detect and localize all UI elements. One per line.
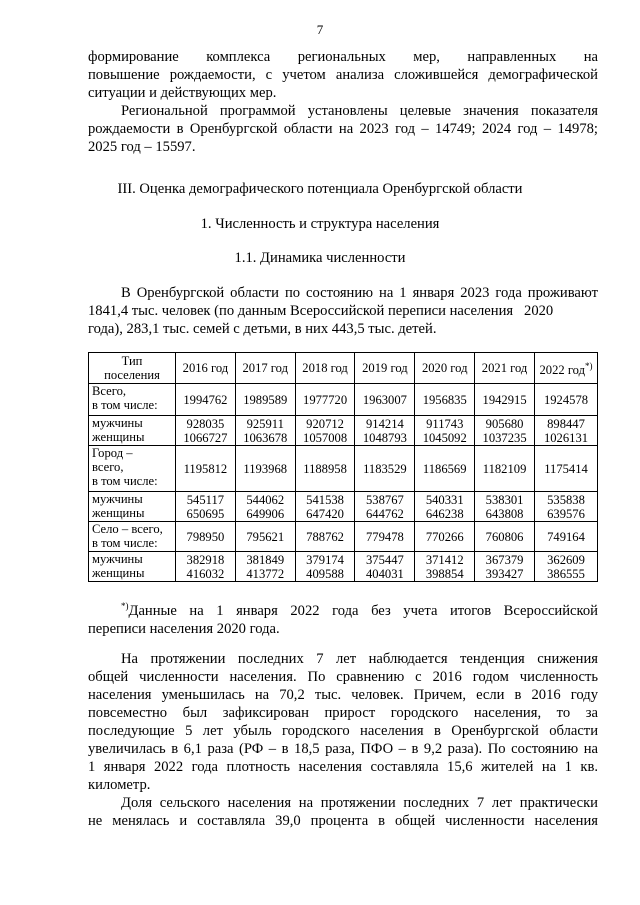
footnote-mark: *)	[121, 601, 129, 611]
population-table	[88, 352, 598, 582]
row-label: Село – всего, в том числе:	[89, 522, 176, 552]
header-year-2022	[535, 353, 598, 384]
table-cell: 1195812	[176, 446, 236, 492]
table-cell: 925911 1063678	[235, 416, 295, 446]
subsubsection-heading: 1.1. Динамика численности	[234, 250, 406, 266]
intro-line: формирование комплекса региональных мер, направленных на	[88, 49, 598, 65]
lead-line: 1841,4 тыс. человек (по данным Всероссийской переписи населения 2020	[88, 303, 554, 319]
body-line: километр.	[88, 777, 151, 793]
table-cell: 788762	[295, 522, 355, 552]
intro-paragraph	[88, 48, 598, 156]
intro-line: рождаемости в Оренбургской области на 2023 год – 14749; 2024 год – 14978;	[88, 121, 598, 137]
header-year: 2016 год	[176, 353, 236, 384]
body-line: На протяжении последних 7 лет наблюдается тенденция снижения	[121, 651, 598, 667]
table-cell: 928035 1066727	[176, 416, 236, 446]
body-line: последующие 5 лет убыль городского населения в Оренбургской области	[88, 723, 598, 739]
table-cell: 367379 393427	[475, 552, 535, 582]
year-label: 2022 год	[539, 363, 586, 378]
table-cell: 749164	[535, 522, 598, 552]
table-cell: 1186569	[415, 446, 475, 492]
table-row	[89, 552, 598, 582]
table-cell: 1188958	[295, 446, 355, 492]
table-cell: 379174 409588	[295, 552, 355, 582]
body-line: повсеместно был зафиксирован прирост городского населения, то за	[88, 705, 598, 721]
table-row	[89, 446, 598, 492]
header-year: 2018 год	[295, 353, 355, 384]
footnote	[88, 597, 598, 638]
table-cell: 1989589	[235, 384, 295, 416]
table-cell: 538301 643808	[475, 492, 535, 522]
header-year: 2019 год	[355, 353, 415, 384]
table-cell: 362609 386555	[535, 552, 598, 582]
table-cell: 760806	[475, 522, 535, 552]
table-cell: 381849 413772	[235, 552, 295, 582]
body-line: не менялась и составляла 39,0 процента в общей численности населения	[88, 813, 598, 829]
table-cell: 1183529	[355, 446, 415, 492]
lead-paragraph	[88, 284, 598, 338]
table-header-row	[89, 353, 598, 384]
table-cell: 798950	[176, 522, 236, 552]
table-cell: 371412 398854	[415, 552, 475, 582]
body-line: увеличилась в 6,1 раза (РФ – в 18,5 раза, ПФО – в 9,2 раза). По состоянию на	[88, 741, 598, 757]
row-label: мужчины женщины	[89, 416, 176, 446]
table-row	[89, 384, 598, 416]
intro-line: ситуации и действующих мер.	[88, 85, 277, 101]
body-line: 1 января 2022 года плотность населения составляла 15,6 жителей на 1 кв.	[88, 759, 598, 775]
table-cell: 1193968	[235, 446, 295, 492]
table-cell: 375447 404031	[355, 552, 415, 582]
footnote-line	[88, 597, 598, 620]
table-cell: 544062 649906	[235, 492, 295, 522]
footnote-line: переписи населения 2020 года.	[88, 620, 280, 637]
body-paragraph-2	[88, 794, 598, 830]
body-line: общей численности населения. По сравнению с 2016 годом численность	[88, 669, 598, 685]
footnote-text: Данные на 1 января 2022 года без учета итогов Всероссийской	[128, 602, 598, 619]
table-row	[89, 492, 598, 522]
row-label: мужчины женщины	[89, 492, 176, 522]
row-label: мужчины женщины	[89, 552, 176, 582]
table-cell: 770266	[415, 522, 475, 552]
table-cell: 1956835	[415, 384, 475, 416]
table-cell: 1994762	[176, 384, 236, 416]
table-cell: 914214 1048793	[355, 416, 415, 446]
table-row	[89, 522, 598, 552]
table-cell: 382918 416032	[176, 552, 236, 582]
footnote-marker: *)	[585, 360, 593, 371]
table-cell: 779478	[355, 522, 415, 552]
body-paragraph-1	[88, 650, 598, 794]
lead-line: В Оренбургской области по состоянию на 1 января 2023 года проживают	[121, 285, 598, 301]
body-line: Доля сельского населения на протяжении последних 7 лет практически	[121, 795, 598, 811]
intro-line: 2025 год – 15597.	[88, 139, 196, 155]
row-label: Город – всего, в том числе:	[89, 446, 176, 492]
table-cell: 905680 1037235	[475, 416, 535, 446]
header-type: Тип поселения	[89, 353, 176, 384]
intro-line: повышение рождаемости, с учетом анализа сложившейся демографической	[88, 67, 598, 83]
table-cell: 1963007	[355, 384, 415, 416]
subsection-heading: 1. Численность и структура населения	[200, 216, 440, 232]
table-cell: 1924578	[535, 384, 598, 416]
table-cell: 540331 646238	[415, 492, 475, 522]
header-year: 2017 год	[235, 353, 295, 384]
header-year: 2021 год	[475, 353, 535, 384]
body-line: населения уменьшилась на 70,2 тыс. человек. Причем, если в 2016 году	[88, 687, 598, 703]
table-cell: 1175414	[535, 446, 598, 492]
table-cell: 898447 1026131	[535, 416, 598, 446]
table-cell: 545117 650695	[176, 492, 236, 522]
table-cell: 795621	[235, 522, 295, 552]
row-label: Всего, в том числе:	[89, 384, 176, 416]
table-cell: 911743 1045092	[415, 416, 475, 446]
table-cell: 1942915	[475, 384, 535, 416]
table-cell: 920712 1057008	[295, 416, 355, 446]
table-cell: 541538 647420	[295, 492, 355, 522]
table-cell: 538767 644762	[355, 492, 415, 522]
header-year: 2020 год	[415, 353, 475, 384]
page-number: 7	[316, 22, 324, 37]
table-cell: 535838 639576	[535, 492, 598, 522]
table-cell: 1182109	[475, 446, 535, 492]
table-row	[89, 416, 598, 446]
intro-line: Региональной программой установлены целевые значения показателя	[121, 103, 598, 119]
table-cell: 1977720	[295, 384, 355, 416]
lead-line: года), 283,1 тыс. семей с детьми, в них 443,5 тыс. детей.	[88, 321, 437, 337]
section-heading: III. Оценка демографического потенциала Оренбургской области	[117, 181, 523, 197]
